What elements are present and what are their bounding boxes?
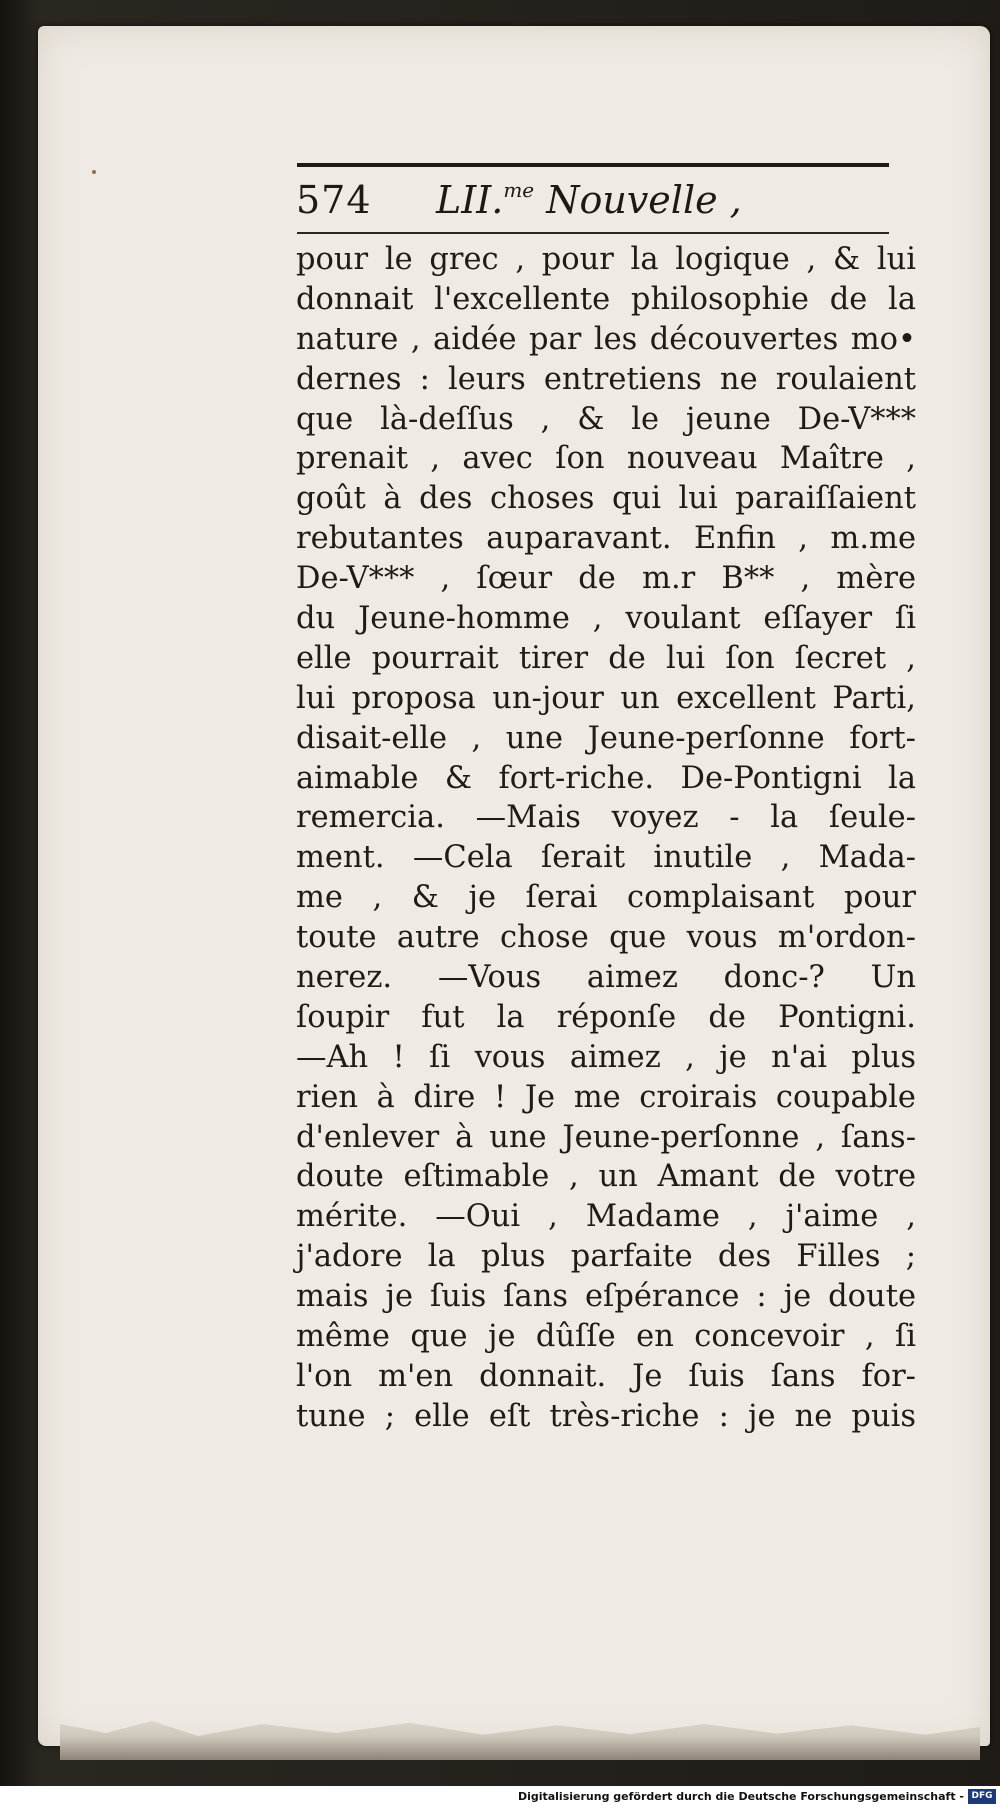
body-text bbox=[296, 240, 916, 1437]
text-line: que là-deſſus , & le jeune De-V*** bbox=[296, 401, 916, 437]
running-head bbox=[436, 178, 742, 222]
text-line: donnait l'excellente philosophie de la bbox=[296, 281, 916, 317]
text-line: De-V*** , ſœur de m.r B** , mère bbox=[296, 561, 916, 597]
digitization-footer bbox=[0, 1786, 1000, 1809]
funding-credit: Digitalisierung gefördert durch die Deutsche Forschungsgemeinschaft - bbox=[517, 1790, 964, 1803]
ink-speck bbox=[92, 170, 96, 174]
text-line: rien à dire ! Je me croirais coupable bbox=[296, 1079, 916, 1115]
text-line: nature , aidée par les découvertes mo• bbox=[296, 321, 916, 357]
text-line: pour le grec , pour la logique , & lui bbox=[296, 242, 916, 277]
text-line: me , & je ſerai complaisant pour bbox=[296, 880, 916, 916]
text-line: doute eſtimable , un Amant de votre bbox=[296, 1159, 916, 1195]
text-line: même que je dûſſe en concevoir , ſi bbox=[296, 1319, 916, 1355]
text-line: ment. —Cela ſerait inutile , Mada- bbox=[296, 840, 916, 876]
page-header bbox=[296, 176, 890, 232]
running-head-main: LII. bbox=[436, 178, 504, 222]
running-head-rest: Nouvelle , bbox=[534, 178, 742, 222]
text-line: du Jeune-homme , voulant eſſayer ſi bbox=[296, 601, 916, 637]
text-line: rebutantes auparavant. Enfin , m.me bbox=[296, 521, 916, 557]
text-line: toute autre chose que vous m'ordon- bbox=[296, 920, 916, 956]
text-line: j'adore la plus parfaite des Filles ; bbox=[296, 1239, 916, 1275]
text-line: disait-elle , une Jeune-perſonne fort- bbox=[296, 720, 916, 756]
text-line: remercia. —Mais voyez - la ſeule- bbox=[296, 800, 916, 836]
page-number: 574 bbox=[296, 178, 372, 222]
text-line: nerez. —Vous aimez donc-? Un bbox=[296, 960, 916, 996]
text-line: lui proposa un-jour un excellent Parti, bbox=[296, 680, 916, 716]
text-line: mais je ſuis ſans eſpérance : je doute bbox=[296, 1279, 916, 1315]
dfg-logo: DFG bbox=[968, 1789, 996, 1804]
text-line: prenait , avec ſon nouveau Maître , bbox=[296, 441, 916, 477]
text-line: aimable & fort-riche. De-Pontigni la bbox=[296, 760, 916, 796]
text-line: elle pourrait tirer de lui ſon ſecret , bbox=[296, 640, 916, 676]
header-rule-bottom bbox=[297, 232, 889, 234]
header-rule-top bbox=[297, 163, 889, 167]
text-line: ſoupir fut la réponſe de Pontigni. bbox=[296, 999, 916, 1035]
text-line: mérite. —Oui , Madame , j'aime , bbox=[296, 1199, 916, 1235]
text-line: dernes : leurs entretiens ne roulaient bbox=[296, 361, 916, 397]
text-line: tune ; elle eſt très-riche : je ne puis bbox=[296, 1398, 916, 1434]
text-line: l'on m'en donnait. Je ſuis ſans for- bbox=[296, 1358, 916, 1394]
text-line: d'enlever à une Jeune-perſonne , ſans- bbox=[296, 1119, 916, 1155]
running-head-superscript: me bbox=[503, 178, 535, 202]
text-line: —Ah ! ſi vous aimez , je n'ai plus bbox=[296, 1039, 916, 1075]
text-line: goût à des choses qui lui paraiſſaient bbox=[296, 481, 916, 517]
